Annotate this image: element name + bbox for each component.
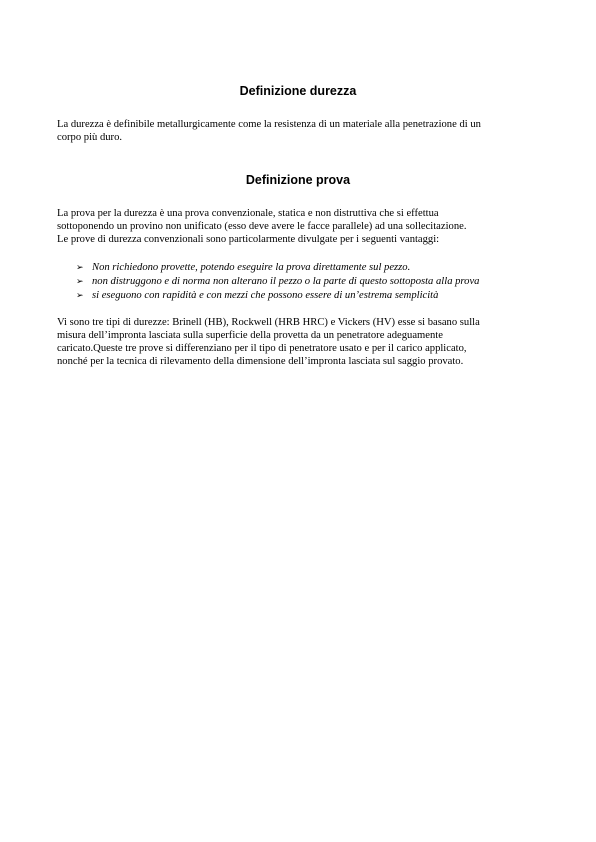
paragraph-line: sottoponendo un provino non unificato (esso deve avere le facce parallele) ad una sollecitazione. — [57, 221, 467, 232]
paragraph-tipi-durezze — [57, 316, 547, 368]
paragraph-line: nonché per la tecnica di rilevamento della dimensione dell’impronta lasciata sul saggio provato. — [57, 356, 464, 367]
paragraph-line: La durezza è definibile metallurgicamente come la resistenza di un materiale alla penetrazione di un — [57, 119, 481, 130]
list-item — [76, 275, 546, 289]
list-item-text: si eseguono con rapidità e con mezzi che possono essere di un’estrema semplicità — [92, 290, 439, 301]
arrowhead-bullet-icon: ➢ — [76, 263, 84, 273]
list-item — [76, 289, 546, 303]
advantages-list — [76, 261, 546, 303]
heading-definizione-durezza: Definizione durezza — [239, 84, 357, 98]
list-item-text: non distruggono e di norma non alterano il pezzo o la parte di questo sottoposta alla prova — [92, 276, 480, 287]
paragraph-line: Le prove di durezza convenzionali sono particolarmente divulgate per i seguenti vantaggi: — [57, 234, 440, 245]
list-item — [76, 261, 546, 275]
paragraph-line: misura dell’impronta lasciata sulla superficie della provetta da un penetratore adeguamente — [57, 330, 443, 341]
paragraph-line: corpo più duro. — [57, 132, 123, 143]
paragraph-definizione-durezza — [57, 118, 547, 144]
paragraph-definizione-prova — [57, 207, 547, 246]
paragraph-line: La prova per la durezza è una prova convenzionale, statica e non distruttiva che si effettua — [57, 208, 439, 219]
list-item-text: Non richiedono provette, potendo eseguire la prova direttamente sul pezzo. — [92, 262, 411, 273]
paragraph-line: Vi sono tre tipi di durezze: Brinell (HB), Rockwell (HRB HRC) e Vickers (HV) esse si basano sulla — [57, 317, 480, 328]
heading-definizione-prova: Definizione prova — [245, 173, 351, 187]
arrowhead-bullet-icon: ➢ — [76, 291, 84, 301]
arrowhead-bullet-icon: ➢ — [76, 277, 84, 287]
paragraph-line: caricato.Queste tre prove si differenziano per il tipo di penetratore usato e per il carico applicato, — [57, 343, 467, 354]
